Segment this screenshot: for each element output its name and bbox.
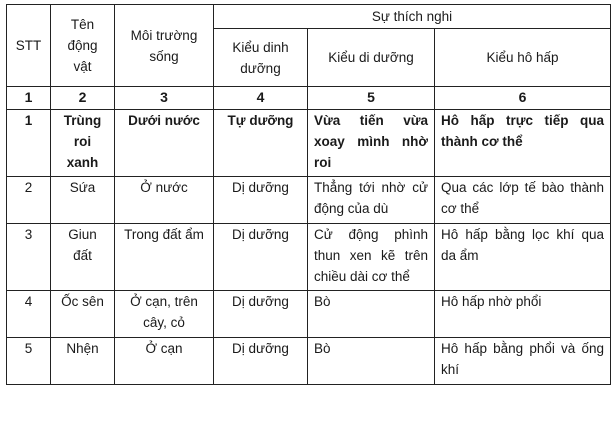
cell-stt: 5: [7, 338, 51, 385]
table-row: [7, 110, 611, 177]
cell-movement: Bò: [308, 338, 435, 385]
cell-movement: Bò: [308, 291, 435, 338]
cell-animal: Giun đất: [51, 224, 115, 291]
header-adaptation: Sự thích nghi: [214, 5, 611, 29]
adaptation-table: [6, 4, 611, 385]
cell-habitat: Ở nước: [115, 177, 214, 224]
cell-animal: Trùng roi xanh: [51, 110, 115, 177]
cell-respiration: Qua các lớp tế bào thành cơ thể: [435, 177, 611, 224]
cell-respiration: Hô hấp bằng lọc khí qua da ẩm: [435, 224, 611, 291]
cell-nutrition: Tự dưỡng: [214, 110, 308, 177]
cell-habitat: Trong đất ẩm: [115, 224, 214, 291]
cell-animal: Ốc sên: [51, 291, 115, 338]
header-animal-name: Tên động vật: [51, 5, 115, 87]
cell-animal: Nhện: [51, 338, 115, 385]
cell-respiration: Hô hấp nhờ phổi: [435, 291, 611, 338]
cell-habitat: Ở cạn: [115, 338, 214, 385]
table-row: [7, 224, 611, 291]
cell-respiration: Hô hấp bằng phổi và ống khí: [435, 338, 611, 385]
cell-nutrition: Dị dưỡng: [214, 177, 308, 224]
cell-animal: Sứa: [51, 177, 115, 224]
header-movement-type: Kiểu di dưỡng: [308, 29, 435, 87]
cell-movement: Thẳng tới nhờ cử động của dù: [308, 177, 435, 224]
column-number: 6: [435, 87, 611, 110]
cell-stt: 3: [7, 224, 51, 291]
column-number: 4: [214, 87, 308, 110]
table-row: [7, 338, 611, 385]
cell-nutrition: Dị dưỡng: [214, 291, 308, 338]
cell-stt: 4: [7, 291, 51, 338]
cell-habitat: Dưới nước: [115, 110, 214, 177]
cell-habitat: Ở cạn, trên cây, cỏ: [115, 291, 214, 338]
cell-stt: 1: [7, 110, 51, 177]
header-nutrition-type: Kiểu dinh dưỡng: [214, 29, 308, 87]
cell-respiration: Hô hấp trực tiếp qua thành cơ thể: [435, 110, 611, 177]
cell-movement: Cử động phình thun xen kẽ trên chiều dài cơ thể: [308, 224, 435, 291]
header-stt: STT: [7, 5, 51, 87]
column-number: 1: [7, 87, 51, 110]
cell-nutrition: Dị dưỡng: [214, 338, 308, 385]
header-respiration-type: Kiểu hô hấp: [435, 29, 611, 87]
cell-stt: 2: [7, 177, 51, 224]
table-row: [7, 177, 611, 224]
cell-movement: Vừa tiến vừa xoay mình nhờ roi: [308, 110, 435, 177]
header-habitat: Môi trường sống: [115, 5, 214, 87]
cell-nutrition: Dị dưỡng: [214, 224, 308, 291]
column-number-row: [7, 87, 611, 110]
table-row: [7, 291, 611, 338]
column-number: 5: [308, 87, 435, 110]
column-number: 3: [115, 87, 214, 110]
column-number: 2: [51, 87, 115, 110]
